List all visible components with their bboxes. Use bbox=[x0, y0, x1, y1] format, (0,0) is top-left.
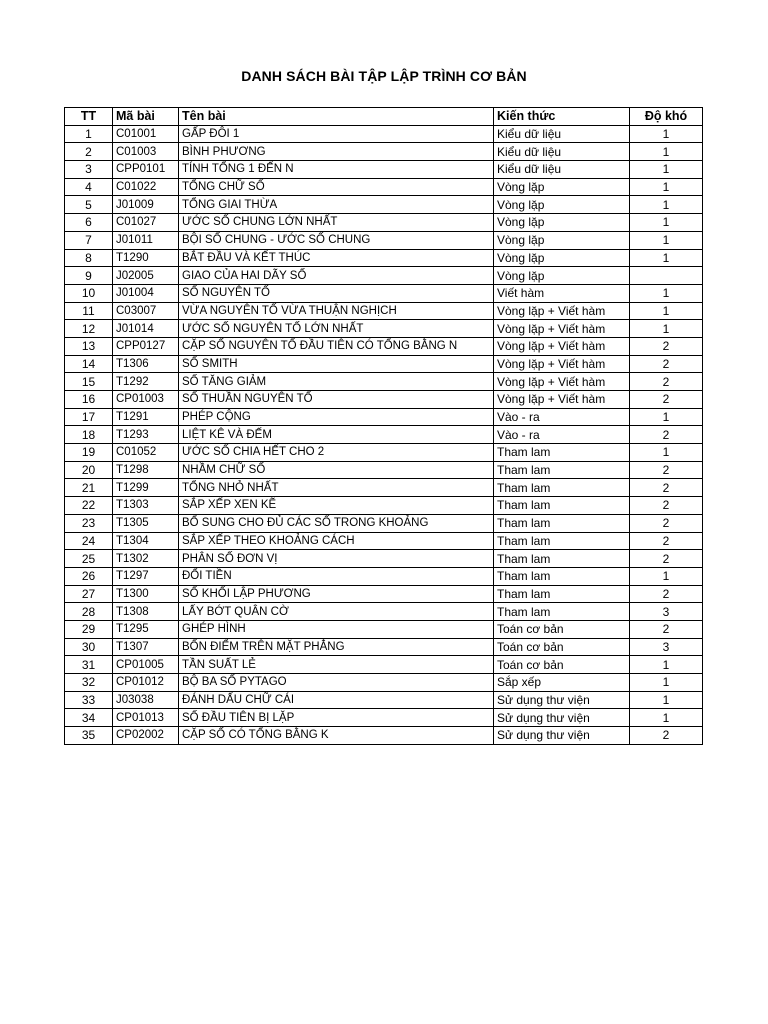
cell-topic: Sắp xếp bbox=[494, 674, 630, 692]
cell-level: 2 bbox=[630, 727, 703, 745]
cell-level: 1 bbox=[630, 196, 703, 214]
table-row bbox=[65, 691, 703, 709]
cell-code: T1308 bbox=[113, 603, 179, 621]
cell-topic: Vòng lặp bbox=[494, 196, 630, 214]
cell-code: C01001 bbox=[113, 125, 179, 143]
cell-level: 1 bbox=[630, 161, 703, 179]
cell-name: LẤY BỚT QUÂN CỜ bbox=[179, 603, 494, 621]
cell-code: CP01003 bbox=[113, 391, 179, 409]
cell-name: BÌNH PHƯƠNG bbox=[179, 143, 494, 161]
table-row bbox=[65, 125, 703, 143]
cell-level: 2 bbox=[630, 585, 703, 603]
cell-name: SẮP XẾP THEO KHOẢNG CÁCH bbox=[179, 532, 494, 550]
cell-topic: Vòng lặp bbox=[494, 249, 630, 267]
cell-topic: Tham lam bbox=[494, 567, 630, 585]
table-row bbox=[65, 249, 703, 267]
exercise-table bbox=[64, 107, 703, 745]
cell-name: SỐ KHỐI LẬP PHƯƠNG bbox=[179, 585, 494, 603]
cell-code: CP01005 bbox=[113, 656, 179, 674]
cell-name: BỔ SUNG CHO ĐỦ CÁC SỐ TRONG KHOẢNG bbox=[179, 514, 494, 532]
cell-topic: Vòng lặp bbox=[494, 214, 630, 232]
cell-code: J01004 bbox=[113, 284, 179, 302]
cell-level: 1 bbox=[630, 320, 703, 338]
cell-name: GẤP ĐÔI 1 bbox=[179, 125, 494, 143]
cell-code: C01022 bbox=[113, 178, 179, 196]
cell-tt: 28 bbox=[65, 603, 113, 621]
table-row bbox=[65, 497, 703, 515]
cell-code: C01027 bbox=[113, 214, 179, 232]
cell-name: SẮP XẾP XEN KẼ bbox=[179, 497, 494, 515]
cell-level: 1 bbox=[630, 214, 703, 232]
table-row bbox=[65, 585, 703, 603]
cell-level: 1 bbox=[630, 444, 703, 462]
cell-code: C01052 bbox=[113, 444, 179, 462]
cell-topic: Vòng lặp bbox=[494, 267, 630, 285]
cell-level: 3 bbox=[630, 603, 703, 621]
cell-code: C03007 bbox=[113, 302, 179, 320]
cell-name: TẦN SUẤT LẺ bbox=[179, 656, 494, 674]
cell-name: ƯỚC SỐ CHUNG LỚN NHẤT bbox=[179, 214, 494, 232]
cell-level: 2 bbox=[630, 355, 703, 373]
cell-level: 1 bbox=[630, 125, 703, 143]
cell-tt: 33 bbox=[65, 691, 113, 709]
cell-level: 2 bbox=[630, 426, 703, 444]
cell-level: 1 bbox=[630, 674, 703, 692]
cell-name: BẮT ĐẦU VÀ KẾT THÚC bbox=[179, 249, 494, 267]
table-row bbox=[65, 461, 703, 479]
cell-code: T1297 bbox=[113, 567, 179, 585]
cell-topic: Tham lam bbox=[494, 532, 630, 550]
cell-name: GIAO CỦA HAI DÃY SỐ bbox=[179, 267, 494, 285]
cell-code: J03038 bbox=[113, 691, 179, 709]
cell-tt: 5 bbox=[65, 196, 113, 214]
cell-tt: 31 bbox=[65, 656, 113, 674]
table-row bbox=[65, 514, 703, 532]
header-level: Độ khó bbox=[630, 108, 703, 126]
cell-topic: Vòng lặp + Viết hàm bbox=[494, 337, 630, 355]
cell-topic: Vòng lặp + Viết hàm bbox=[494, 373, 630, 391]
cell-level: 2 bbox=[630, 337, 703, 355]
cell-topic: Vòng lặp + Viết hàm bbox=[494, 320, 630, 338]
cell-name: GHÉP HÌNH bbox=[179, 620, 494, 638]
cell-topic: Tham lam bbox=[494, 479, 630, 497]
table-row bbox=[65, 214, 703, 232]
cell-level: 2 bbox=[630, 391, 703, 409]
cell-code: T1304 bbox=[113, 532, 179, 550]
cell-tt: 7 bbox=[65, 231, 113, 249]
cell-tt: 21 bbox=[65, 479, 113, 497]
cell-topic: Vào - ra bbox=[494, 408, 630, 426]
cell-tt: 13 bbox=[65, 337, 113, 355]
table-row bbox=[65, 479, 703, 497]
cell-tt: 4 bbox=[65, 178, 113, 196]
cell-tt: 15 bbox=[65, 373, 113, 391]
cell-name: ƯỚC SỐ NGUYÊN TỐ LỚN NHẤT bbox=[179, 320, 494, 338]
cell-topic: Vòng lặp + Viết hàm bbox=[494, 355, 630, 373]
cell-level: 2 bbox=[630, 479, 703, 497]
cell-topic: Tham lam bbox=[494, 461, 630, 479]
cell-name: TÍNH TỔNG 1 ĐẾN N bbox=[179, 161, 494, 179]
cell-tt: 30 bbox=[65, 638, 113, 656]
cell-level: 1 bbox=[630, 567, 703, 585]
cell-topic: Tham lam bbox=[494, 514, 630, 532]
cell-name: SỐ THUẦN NGUYÊN TỐ bbox=[179, 391, 494, 409]
table-row bbox=[65, 550, 703, 568]
table-row bbox=[65, 408, 703, 426]
table-row bbox=[65, 231, 703, 249]
cell-tt: 11 bbox=[65, 302, 113, 320]
cell-name: BỘI SỐ CHUNG - ƯỚC SỐ CHUNG bbox=[179, 231, 494, 249]
cell-topic: Vào - ra bbox=[494, 426, 630, 444]
cell-tt: 8 bbox=[65, 249, 113, 267]
cell-topic: Kiểu dữ liệu bbox=[494, 161, 630, 179]
table-row bbox=[65, 674, 703, 692]
table-row bbox=[65, 178, 703, 196]
cell-name: PHÂN SỐ ĐƠN VỊ bbox=[179, 550, 494, 568]
header-tt: TT bbox=[65, 108, 113, 126]
cell-name: SỐ TĂNG GIẢM bbox=[179, 373, 494, 391]
cell-topic: Tham lam bbox=[494, 585, 630, 603]
cell-code: CP01013 bbox=[113, 709, 179, 727]
cell-code: T1299 bbox=[113, 479, 179, 497]
cell-level: 2 bbox=[630, 550, 703, 568]
cell-tt: 26 bbox=[65, 567, 113, 585]
cell-level: 1 bbox=[630, 284, 703, 302]
cell-topic: Toán cơ bản bbox=[494, 638, 630, 656]
cell-code: J02005 bbox=[113, 267, 179, 285]
cell-name: CẶP SỐ CÓ TỔNG BẰNG K bbox=[179, 727, 494, 745]
cell-tt: 23 bbox=[65, 514, 113, 532]
cell-tt: 2 bbox=[65, 143, 113, 161]
cell-topic: Vòng lặp + Viết hàm bbox=[494, 391, 630, 409]
table-row bbox=[65, 444, 703, 462]
cell-code: T1298 bbox=[113, 461, 179, 479]
cell-name: SỐ ĐẦU TIÊN BỊ LẶP bbox=[179, 709, 494, 727]
cell-tt: 35 bbox=[65, 727, 113, 745]
cell-tt: 12 bbox=[65, 320, 113, 338]
cell-level: 1 bbox=[630, 408, 703, 426]
table-row bbox=[65, 709, 703, 727]
cell-level: 1 bbox=[630, 231, 703, 249]
cell-level: 2 bbox=[630, 461, 703, 479]
cell-level: 1 bbox=[630, 656, 703, 674]
cell-topic: Kiểu dữ liệu bbox=[494, 143, 630, 161]
cell-name: TỔNG NHỎ NHẤT bbox=[179, 479, 494, 497]
header-topic: Kiến thức bbox=[494, 108, 630, 126]
cell-code: T1291 bbox=[113, 408, 179, 426]
cell-topic: Sử dụng thư viện bbox=[494, 709, 630, 727]
cell-tt: 3 bbox=[65, 161, 113, 179]
table-row bbox=[65, 620, 703, 638]
table-row bbox=[65, 391, 703, 409]
table-row bbox=[65, 143, 703, 161]
cell-level: 1 bbox=[630, 178, 703, 196]
cell-topic: Toán cơ bản bbox=[494, 620, 630, 638]
cell-tt: 20 bbox=[65, 461, 113, 479]
cell-topic: Tham lam bbox=[494, 550, 630, 568]
cell-name: ĐỔI TIỀN bbox=[179, 567, 494, 585]
cell-tt: 27 bbox=[65, 585, 113, 603]
cell-tt: 19 bbox=[65, 444, 113, 462]
cell-name: PHÉP CỘNG bbox=[179, 408, 494, 426]
cell-level: 1 bbox=[630, 691, 703, 709]
cell-name: BỐN ĐIỂM TRÊN MẶT PHẲNG bbox=[179, 638, 494, 656]
cell-code: T1293 bbox=[113, 426, 179, 444]
cell-name: VỪA NGUYÊN TỐ VỪA THUẬN NGHỊCH bbox=[179, 302, 494, 320]
cell-topic: Vòng lặp + Viết hàm bbox=[494, 302, 630, 320]
cell-level: 1 bbox=[630, 249, 703, 267]
cell-topic: Vòng lặp bbox=[494, 178, 630, 196]
cell-level: 2 bbox=[630, 532, 703, 550]
cell-name: CẶP SỐ NGUYÊN TỐ ĐẦU TIÊN CÓ TỔNG BẰNG N bbox=[179, 337, 494, 355]
cell-code: C01003 bbox=[113, 143, 179, 161]
cell-tt: 17 bbox=[65, 408, 113, 426]
cell-code: T1292 bbox=[113, 373, 179, 391]
cell-tt: 32 bbox=[65, 674, 113, 692]
cell-code: CP02002 bbox=[113, 727, 179, 745]
cell-level: 1 bbox=[630, 143, 703, 161]
cell-level: 1 bbox=[630, 709, 703, 727]
cell-name: ƯỚC SỐ CHIA HẾT CHO 2 bbox=[179, 444, 494, 462]
table-row bbox=[65, 196, 703, 214]
table-row bbox=[65, 656, 703, 674]
header-name: Tên bài bbox=[179, 108, 494, 126]
cell-code: T1305 bbox=[113, 514, 179, 532]
table-row bbox=[65, 426, 703, 444]
cell-code: J01014 bbox=[113, 320, 179, 338]
cell-topic: Vòng lặp bbox=[494, 231, 630, 249]
cell-topic: Tham lam bbox=[494, 497, 630, 515]
cell-tt: 25 bbox=[65, 550, 113, 568]
table-body bbox=[65, 125, 703, 744]
table-row bbox=[65, 302, 703, 320]
table-row bbox=[65, 532, 703, 550]
table-row bbox=[65, 638, 703, 656]
cell-tt: 18 bbox=[65, 426, 113, 444]
cell-name: LIỆT KÊ VÀ ĐẾM bbox=[179, 426, 494, 444]
cell-topic: Kiểu dữ liệu bbox=[494, 125, 630, 143]
table-row bbox=[65, 727, 703, 745]
cell-code: T1303 bbox=[113, 497, 179, 515]
cell-tt: 6 bbox=[65, 214, 113, 232]
cell-code: T1306 bbox=[113, 355, 179, 373]
cell-level: 1 bbox=[630, 302, 703, 320]
cell-tt: 34 bbox=[65, 709, 113, 727]
cell-topic: Tham lam bbox=[494, 444, 630, 462]
cell-name: ĐÁNH DẤU CHỮ CÁI bbox=[179, 691, 494, 709]
cell-level bbox=[630, 267, 703, 285]
cell-tt: 24 bbox=[65, 532, 113, 550]
cell-name: SỐ SMITH bbox=[179, 355, 494, 373]
cell-name: TỔNG GIAI THỪA bbox=[179, 196, 494, 214]
page-title: DANH SÁCH BÀI TẬP LẬP TRÌNH CƠ BẢN bbox=[241, 68, 527, 84]
table-row bbox=[65, 337, 703, 355]
cell-tt: 9 bbox=[65, 267, 113, 285]
cell-topic: Sử dụng thư viện bbox=[494, 727, 630, 745]
cell-topic: Viết hàm bbox=[494, 284, 630, 302]
table-row bbox=[65, 284, 703, 302]
table-row bbox=[65, 373, 703, 391]
cell-tt: 14 bbox=[65, 355, 113, 373]
cell-code: J01011 bbox=[113, 231, 179, 249]
cell-code: T1302 bbox=[113, 550, 179, 568]
cell-topic: Toán cơ bản bbox=[494, 656, 630, 674]
cell-level: 2 bbox=[630, 620, 703, 638]
cell-name: SỐ NGUYÊN TỐ bbox=[179, 284, 494, 302]
table-row bbox=[65, 355, 703, 373]
cell-code: CPP0101 bbox=[113, 161, 179, 179]
cell-tt: 29 bbox=[65, 620, 113, 638]
cell-code: T1295 bbox=[113, 620, 179, 638]
cell-level: 2 bbox=[630, 497, 703, 515]
cell-name: BỘ BA SỐ PYTAGO bbox=[179, 674, 494, 692]
cell-code: CPP0127 bbox=[113, 337, 179, 355]
cell-level: 3 bbox=[630, 638, 703, 656]
table-row bbox=[65, 603, 703, 621]
cell-level: 2 bbox=[630, 514, 703, 532]
table-row bbox=[65, 320, 703, 338]
cell-code: T1307 bbox=[113, 638, 179, 656]
cell-tt: 22 bbox=[65, 497, 113, 515]
cell-topic: Tham lam bbox=[494, 603, 630, 621]
cell-tt: 1 bbox=[65, 125, 113, 143]
cell-name: NHẦM CHỮ SỐ bbox=[179, 461, 494, 479]
cell-code: CP01012 bbox=[113, 674, 179, 692]
cell-tt: 16 bbox=[65, 391, 113, 409]
cell-tt: 10 bbox=[65, 284, 113, 302]
table-row bbox=[65, 161, 703, 179]
cell-level: 2 bbox=[630, 373, 703, 391]
cell-code: T1300 bbox=[113, 585, 179, 603]
cell-name: TỔNG CHỮ SỐ bbox=[179, 178, 494, 196]
table-header-row bbox=[65, 108, 703, 126]
header-code: Mã bài bbox=[113, 108, 179, 126]
table-row bbox=[65, 267, 703, 285]
cell-topic: Sử dụng thư viện bbox=[494, 691, 630, 709]
cell-code: T1290 bbox=[113, 249, 179, 267]
table-row bbox=[65, 567, 703, 585]
cell-code: J01009 bbox=[113, 196, 179, 214]
